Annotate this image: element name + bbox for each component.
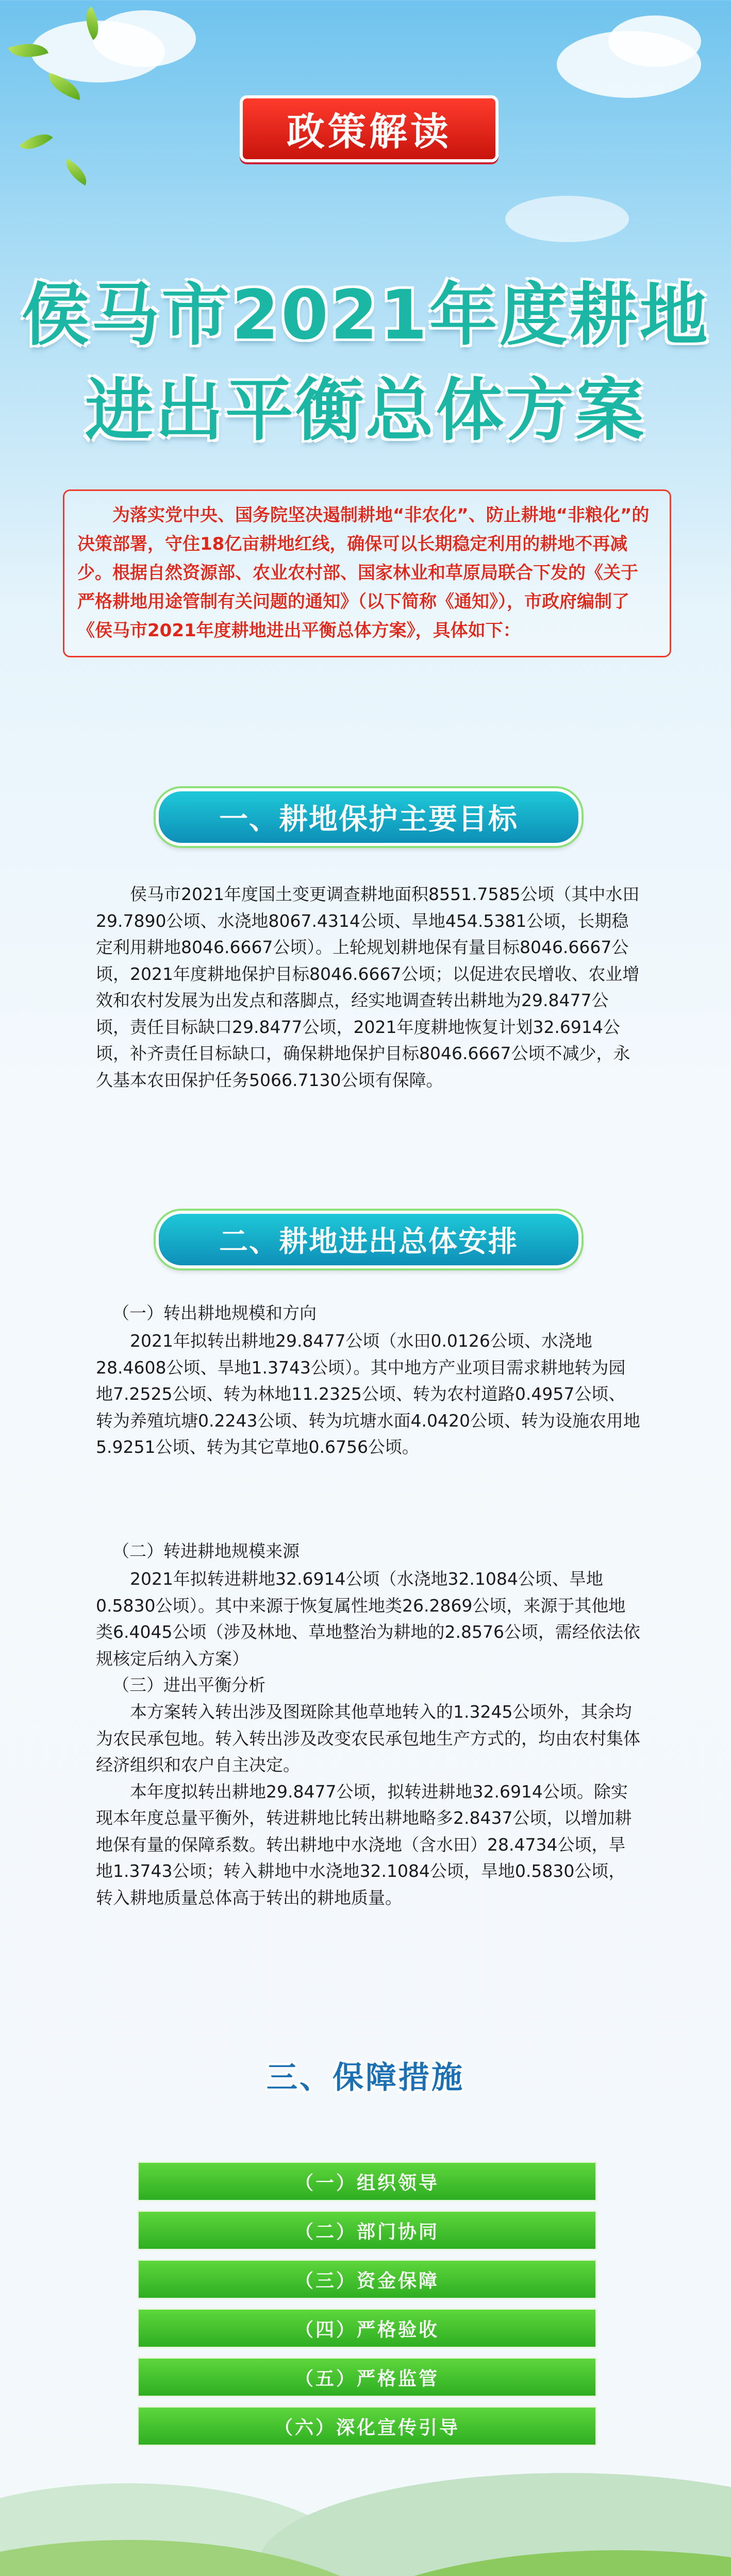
leaf-decoration — [60, 159, 92, 185]
page-title-line2: 进出平衡总体方案 — [85, 371, 646, 450]
section2-text2: 2021年拟转进耕地32.6914公顷（水浇地32.1084公顷、旱地0.5830公顷）。其中来源于恢复属性地类26.2869公顷，来源于其他地类6.4045公顷（涉及林地、草地整治为耕地的2.8576公顷，需经依法依规核定后纳入方案） — [96, 1569, 640, 1669]
policy-interpretation-tag: 政策解读 — [240, 95, 499, 162]
section1-heading: 一、耕地保护主要目标 — [156, 788, 582, 846]
section1-text: 侯马市2021年度国土变更调查耕地面积8551.7585公顷（其中水田29.7890公顷、水浇地8067.4314公顷、旱地454.5381公顷，长期稳定利用耕地8046.6667公顷）。上轮规划耕地保有量目标8046.6667公顷，2021年度耕地保护目标8046.6667公顷；以促进农民增收、农业增效和农村发展为出发点和落脚点，经实地调查转出耕地为29.8477公顷，责任目标缺口29.8477公顷，2021年度耕地恢复计划32.6914公顷，补齐责任目标缺口，确保耕地保护目标8046.6667公顷不减少，永久基本农田保护任务5066.7130公顷有保障。 — [96, 884, 640, 1090]
measure-supervision: （五）严格监管 — [137, 2357, 597, 2397]
section2-text3b: 本年度拟转出耕地29.8477公顷，拟转进耕地32.6914公顷。除实现本年度总量平衡外，转进耕地比转出耕地略多2.8437公顷，以增加耕地保有量的保障系数。转出耕地中水浇地（含水田）28.4734公顷，旱地1.3743公顷；转入耕地中水浇地32.1084公顷，旱地0.5830公顷，转入耕地质量总体高于转出的耕地质量。 — [96, 1781, 632, 1908]
section2-heading: 二、耕地进出总体安排 — [156, 1211, 582, 1268]
page-title-line1: 侯马市2021年度耕地 — [21, 276, 710, 355]
section1-body — [96, 881, 642, 1093]
intro-text: 为落实党中央、国务院坚决遏制耕地“非农化”、防止耕地“非粮化”的决策部署，守住18亿亩耕地红线，确保可以长期稳定利用的耕地不再减少。根据自然资源部、农业农村部、国家林业和草原局联合下发的《关于严格耕地用途管制有关问题的通知》（以下简称《通知》），市政府编制了《侯马市2021年度耕地进出平衡总体方案》，具体如下： — [77, 505, 650, 641]
measure-publicity: （六）深化宣传引导 — [137, 2406, 597, 2446]
measure-acceptance: （四）严格验收 — [137, 2308, 597, 2348]
section2-sub2: （二）转进耕地规模来源 — [112, 1541, 300, 1561]
section2-text3a: 本方案转入转出涉及图斑除其他草地转入的1.3245公顷外，其余均为农民承包地。转入转出涉及改变农民承包地生产方式的，均由农村集体经济组织和农户自主决定。 — [96, 1702, 640, 1775]
measure-coordination: （二）部门协同 — [137, 2210, 597, 2250]
measure-organization: （一）组织领导 — [137, 2161, 597, 2201]
section3-heading: 三、保障措施 — [267, 2060, 464, 2096]
section2-text1: 2021年拟转出耕地29.8477公顷（水田0.0126公顷、水浇地28.4608公顷、旱地1.3743公顷）。其中地方产业项目需求耕地转为园地7.2525公顷、转为林地11.2325公顷、转为农村道路0.4957公顷、转为养殖坑塘0.2243公顷、转为坑塘水面4.0420公顷、转为设施农用地5.9251公顷、转为其它草地0.6756公顷。 — [96, 1331, 640, 1457]
section2-body3 — [96, 1699, 642, 1911]
section2-sub3: （三）进出平衡分析 — [112, 1675, 265, 1695]
leaf-decoration — [19, 126, 53, 158]
section2-body2 — [96, 1566, 642, 1672]
section2-body1 — [96, 1328, 642, 1461]
section2-sub1: （一）转出耕地规模和方向 — [112, 1303, 317, 1323]
measure-funding: （三）资金保障 — [137, 2259, 597, 2299]
